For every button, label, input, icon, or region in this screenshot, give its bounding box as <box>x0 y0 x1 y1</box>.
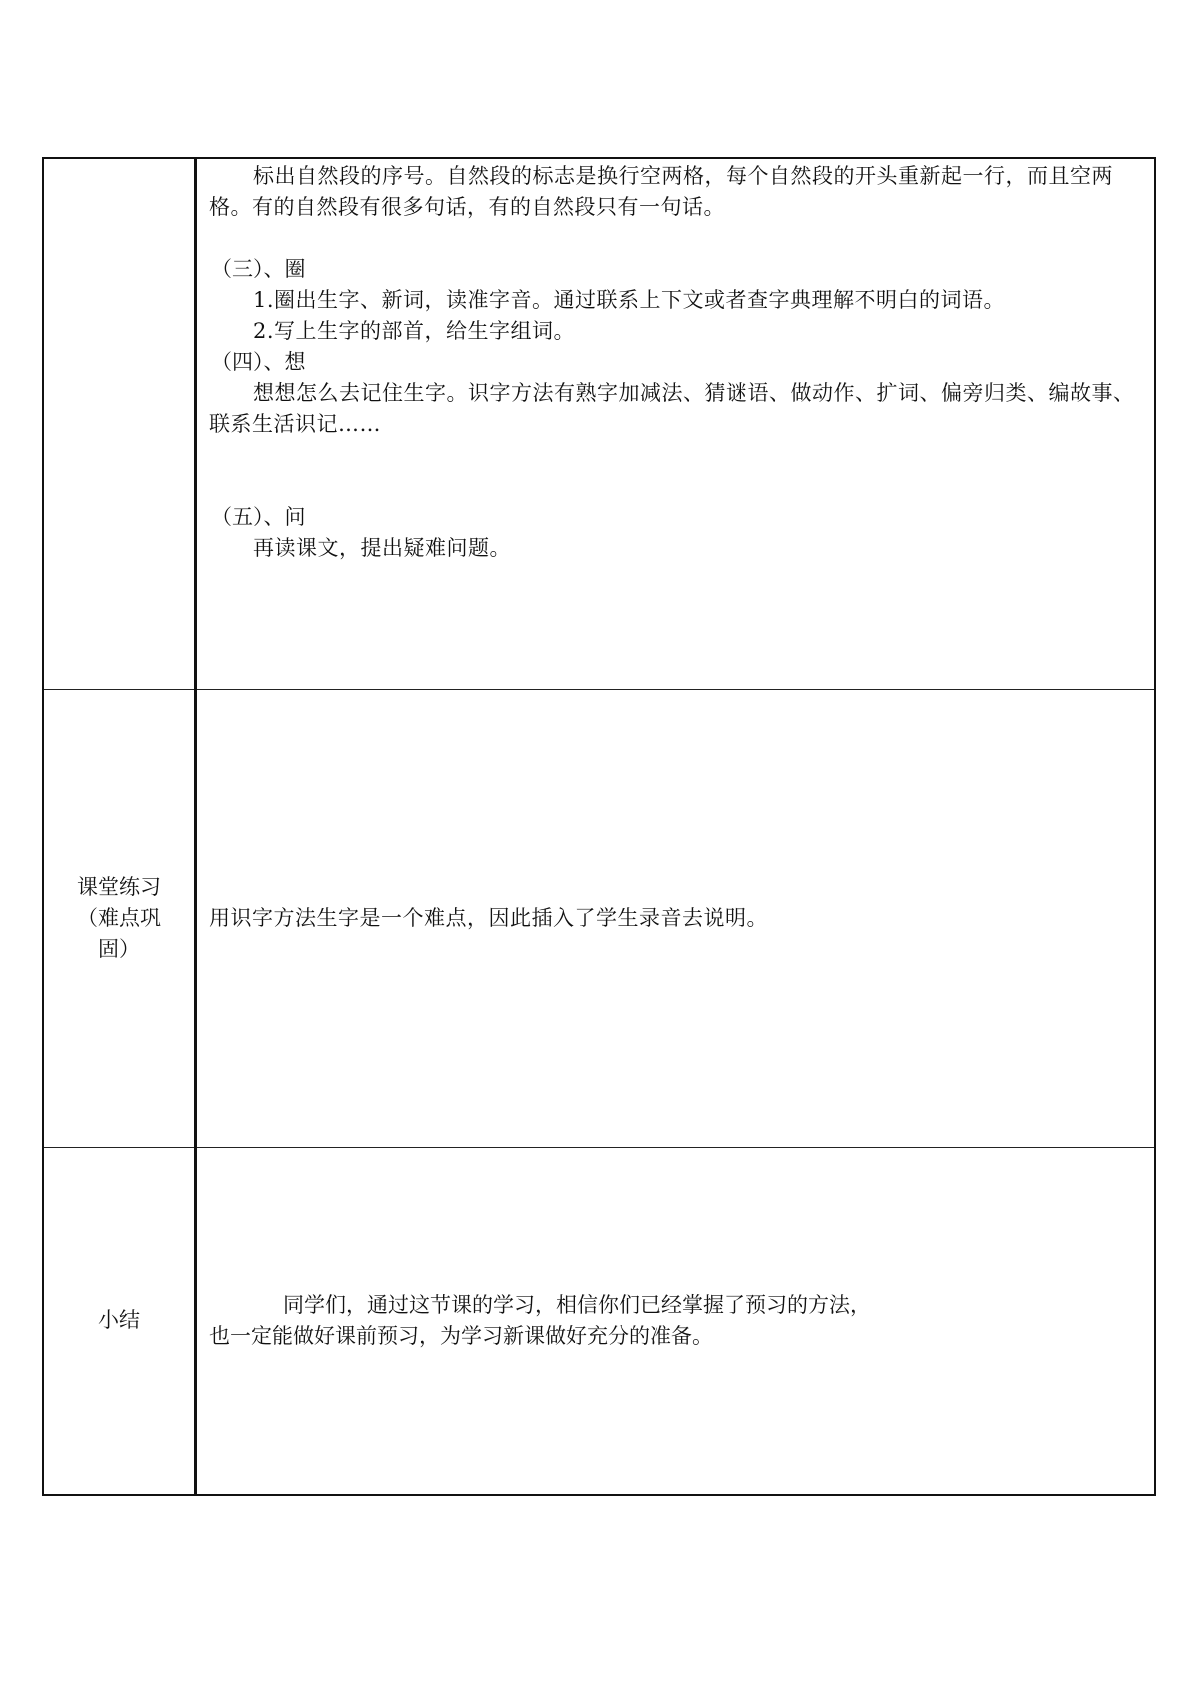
section-circle-item-1: 1.圈出生字、新词，读准字音。通过联系上下文或者查字典理解不明白的词语。 <box>253 288 1006 312</box>
lesson-plan-table <box>42 157 1156 1496</box>
table-row-class-practice <box>43 689 1155 1147</box>
class-practice-text: 用识字方法生字是一个难点，因此插入了学生录音去说明。 <box>209 905 768 930</box>
row-label-text: 课堂练习（难点巩固） <box>77 874 161 961</box>
section-think-text: 想想怎么去记住生字。识字方法有熟字加减法、猜谜语、做动作、扩词、偏旁归类、编故事、联系生活识记…… <box>209 381 1135 436</box>
summary-line-1: 同学们，通过这节课的学习，相信你们已经掌握了预习的方法， <box>283 1292 871 1317</box>
row-label-text: 小结 <box>98 1308 140 1333</box>
section-circle-item-2: 2.写上生字的部首，给生字组词。 <box>253 319 576 343</box>
section-heading-ask: （五）、问 <box>211 505 306 529</box>
table-row-preview-steps <box>43 158 1155 689</box>
row-label-summary <box>43 1147 196 1495</box>
row-content-preview-steps <box>196 158 1156 689</box>
row-content-class-practice <box>196 689 1156 1147</box>
section-heading-circle: （三）、圈 <box>211 257 306 281</box>
row-label-class-practice <box>43 689 196 1147</box>
row-label-empty <box>43 158 196 689</box>
summary-line-2: 也一定能做好课前预习，为学习新课做好充分的准备。 <box>209 1323 713 1348</box>
section-heading-think: （四）、想 <box>211 350 306 374</box>
table-row-summary <box>43 1147 1155 1495</box>
section-ask-text: 再读课文，提出疑难问题。 <box>253 536 511 560</box>
paragraph-mark-natural-paragraphs: 标出自然段的序号。自然段的标志是换行空两格，每个自然段的开头重新起一行，而且空两格。有的自然段有很多句话，有的自然段只有一句话。 <box>209 164 1113 219</box>
row-content-summary <box>196 1147 1156 1495</box>
